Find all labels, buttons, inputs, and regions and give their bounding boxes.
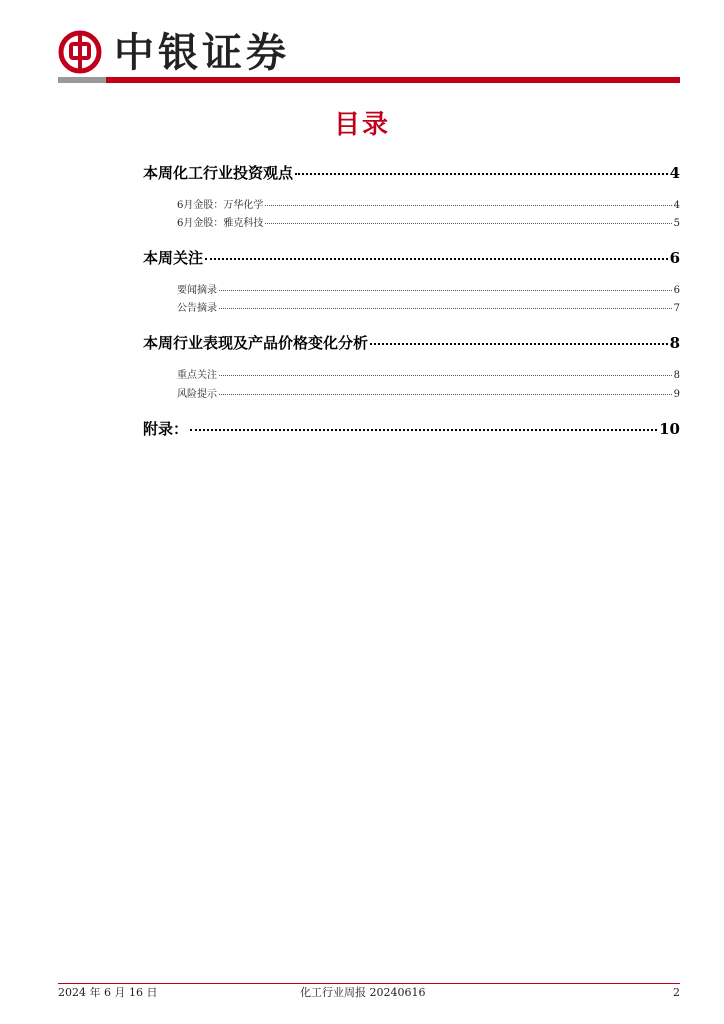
toc-entry-page: 10 [659,420,680,438]
footer-page-number: 2 [673,986,680,999]
toc-entry-title: 本周关注 [143,249,204,267]
toc-leader-dots [219,308,672,309]
toc-entry-title: 重点关注 [177,370,217,381]
toc-entry-page: 5 [673,218,680,229]
toc-leader-dots [265,223,671,224]
toc-leader-dots [219,375,672,376]
toc-leader-dots [219,290,672,291]
toc-entry-page: 6 [673,285,680,296]
toc-entry-page: 7 [673,303,680,314]
toc-entry-title: 公告摘录 [177,303,217,314]
toc-entry-subsection[interactable] [177,199,680,213]
toc-entry-title: 本周化工行业投资观点 [143,164,294,182]
toc-entry-section[interactable] [143,248,680,268]
toc-entry-section[interactable] [143,419,680,439]
toc-leader-dots [370,343,668,345]
toc-entry-title: 6月金股：万华化学 [177,200,264,211]
toc-entry-subsection[interactable] [177,369,680,383]
toc-entry-title: 本周行业表现及产品价格变化分析 [143,334,369,352]
footer-date: 2024 年 6 月 16 日 [58,986,158,999]
toc-leader-dots [219,394,672,395]
toc-entry-section[interactable] [143,333,680,353]
toc-entry-page: 6 [669,249,680,267]
toc-leader-dots [190,429,657,431]
toc-entry-page: 9 [673,389,680,400]
toc-entry-title: 风险提示 [177,389,217,400]
toc-entry-section[interactable] [143,163,680,183]
brand-name: 中银证券 [114,30,290,76]
toc-entry-subsection[interactable] [177,302,680,316]
toc-entry-subsection[interactable] [177,217,680,231]
footer-rule [58,983,680,984]
toc-entry-page: 4 [669,164,680,182]
toc-entry-page: 4 [673,200,680,211]
toc-title: 目录 [333,110,390,140]
toc-entry-title: 要闻摘录 [177,285,217,296]
toc-leader-dots [205,258,668,260]
toc-entry-page: 8 [669,334,680,352]
toc-leader-dots [295,173,668,175]
footer-report-name: 化工行业周报 20240616 [300,986,426,999]
toc-entry-title: 6月金股：雅克科技 [177,218,264,229]
toc-entry-title: 附录： [143,420,189,438]
toc-entry-page: 8 [673,370,680,381]
toc-entry-subsection[interactable] [177,284,680,298]
toc-leader-dots [265,205,671,206]
toc-entry-subsection[interactable] [177,388,680,402]
